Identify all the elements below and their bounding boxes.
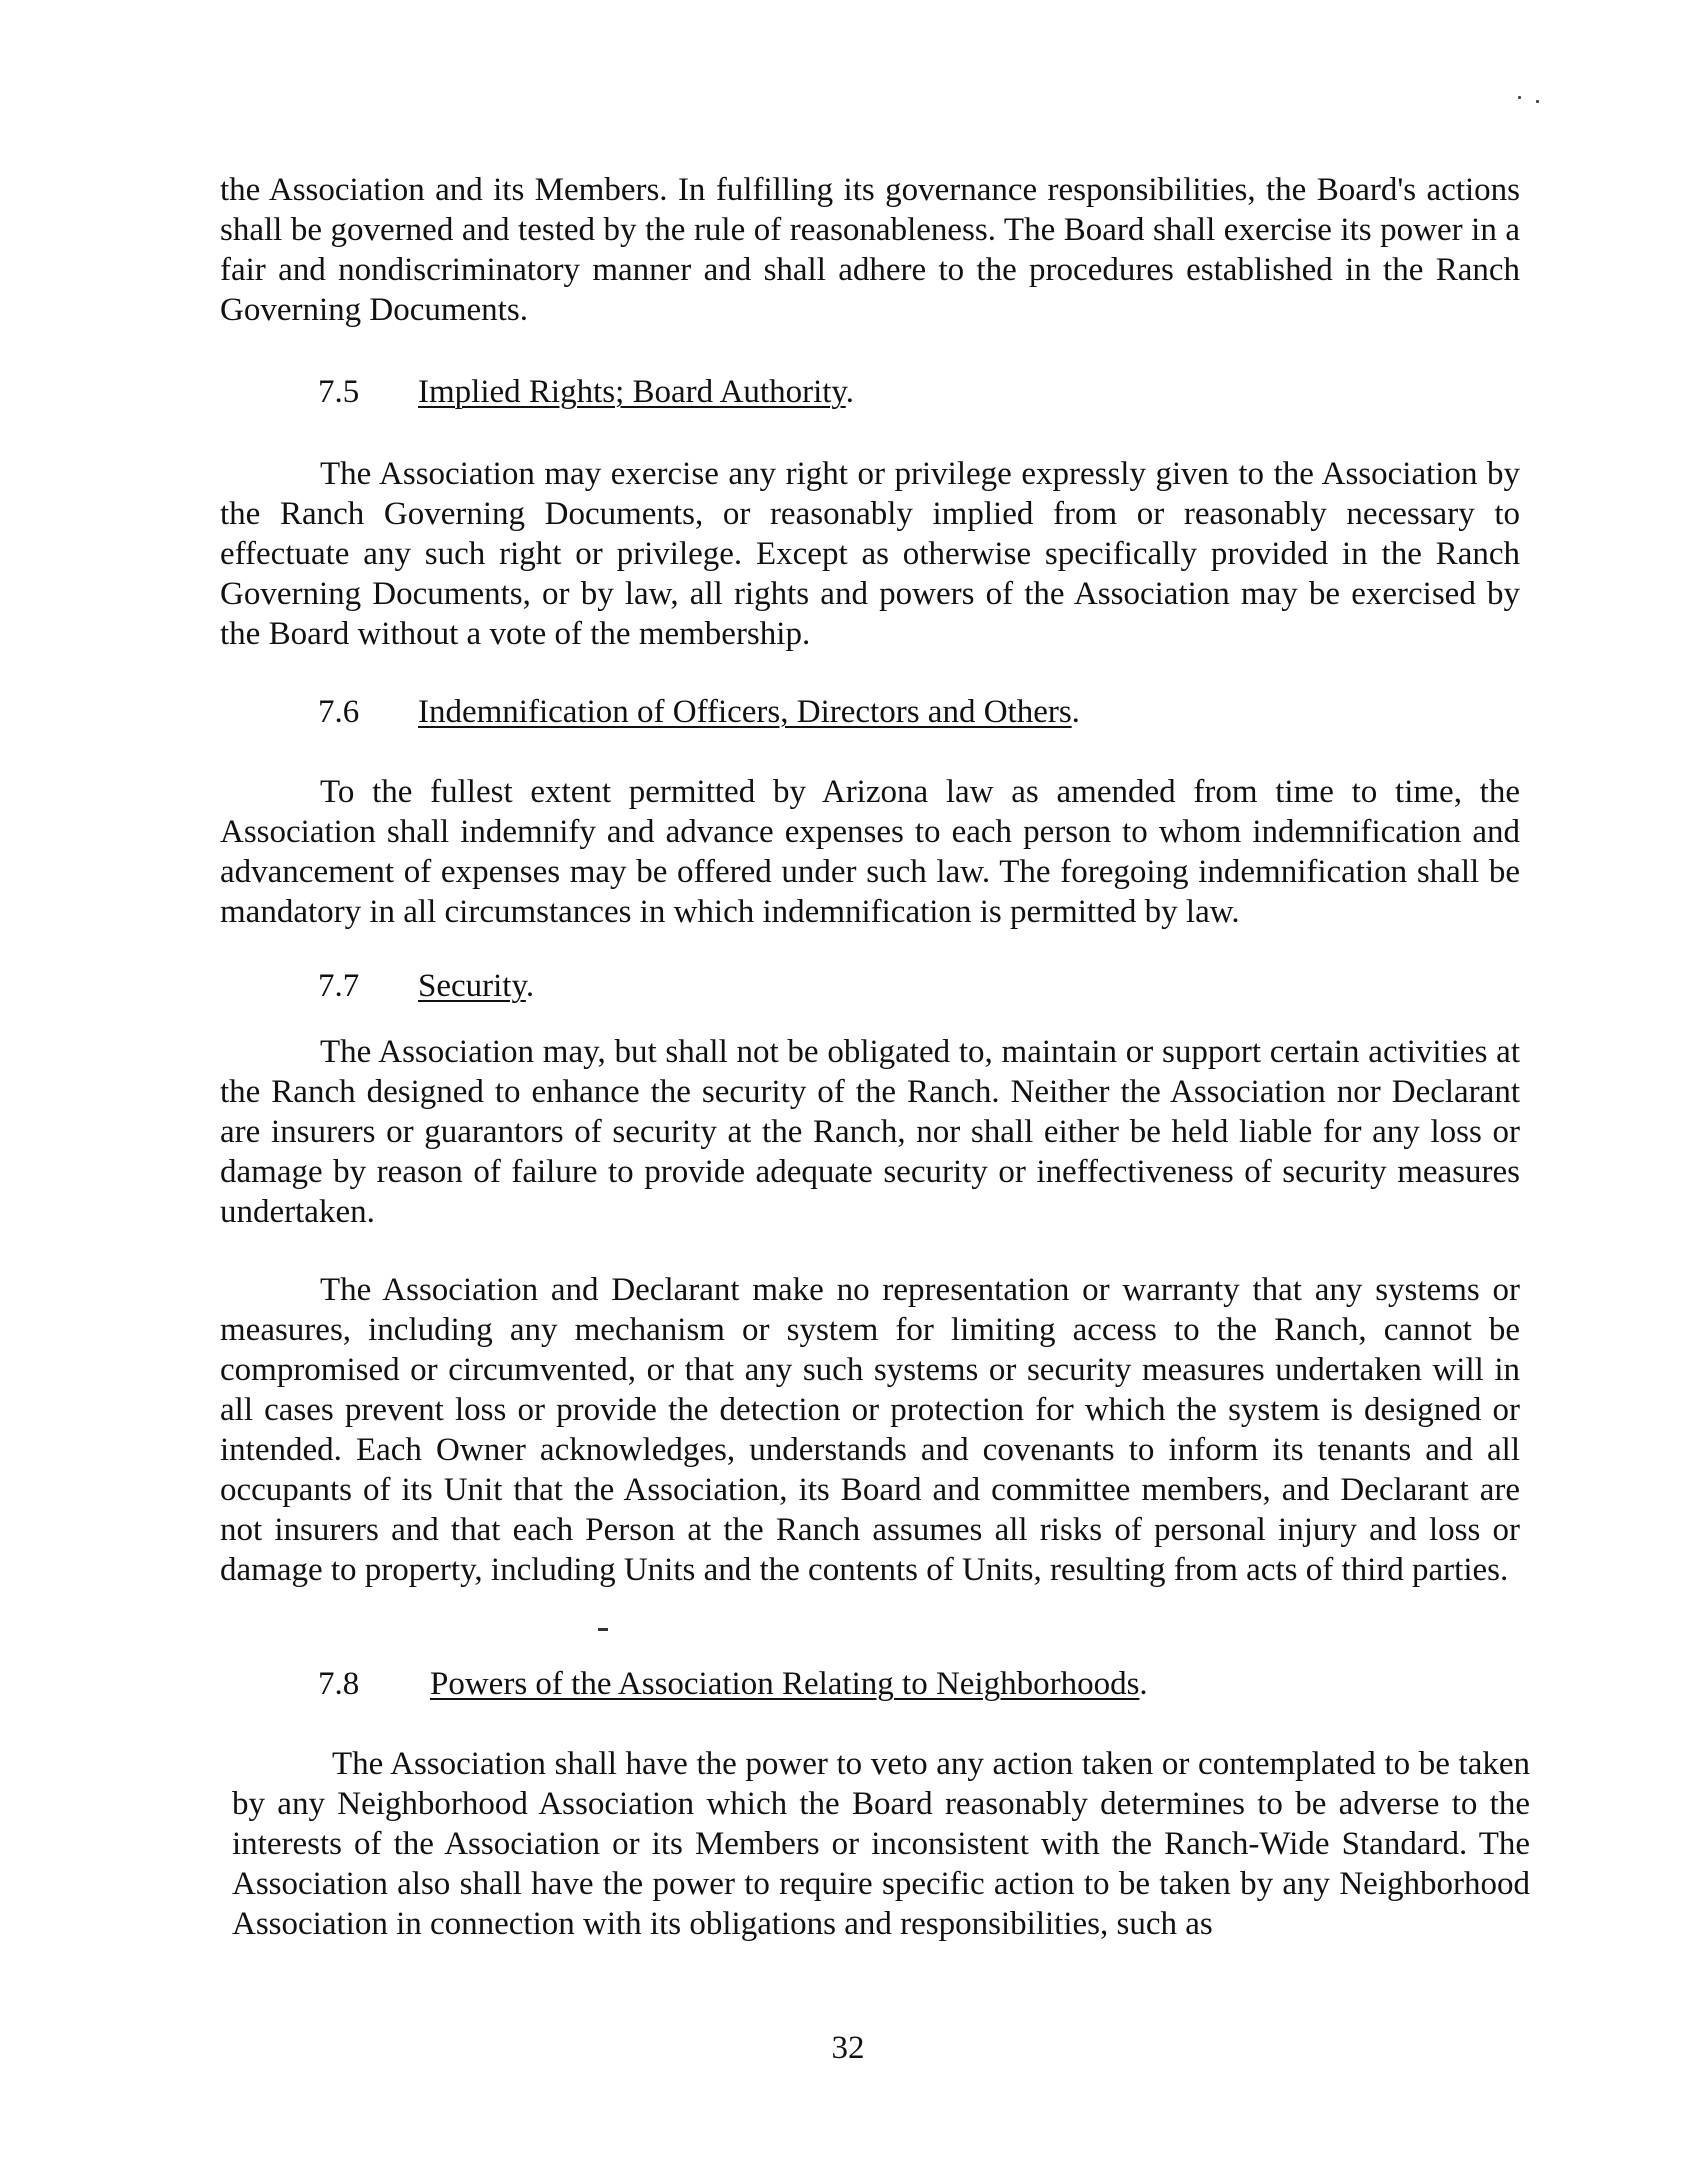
scan-speck — [1518, 96, 1521, 99]
section-number: 7.8 — [318, 1666, 360, 1702]
section-title: Powers of the Association Relating to Neighborhoods — [430, 1666, 1140, 1702]
section-title: Security — [418, 968, 526, 1004]
section-title-punct: . — [1071, 694, 1080, 730]
section-number: 7.5 — [318, 374, 360, 410]
section-title: Indemnification of Officers, Directors and Others — [418, 694, 1072, 730]
section-heading-7-7 — [318, 966, 534, 1006]
scan-speck — [1536, 100, 1539, 103]
section-title-punct: . — [1139, 1666, 1148, 1702]
paragraph-indemnification: To the fullest extent permitted by Arizona law as amended from time to time, the Association shall indemnify and advance expenses to each person to whom indemnification and advancement of expenses may be offered under such law. The foregoing indemnification shall be mandatory in all circumstances in which indemnification is permitted by law. — [220, 774, 1520, 930]
paragraph-board-governance: the Association and its Members. In fulfilling its governance responsibilities, the Board's actions shall be governed and tested by the rule of reasonableness. The Board shall exercise its power in a fair and nondiscriminatory manner and shall adhere to the procedures established in the Ranch Governing Documents. — [220, 172, 1520, 328]
scan-mark — [598, 1628, 608, 1631]
section-title-punct: . — [525, 968, 535, 1004]
page-number: 32 — [831, 2030, 865, 2066]
section-heading-7-5 — [318, 372, 854, 412]
paragraph-no-warranty: The Association and Declarant make no representation or warranty that any systems or measures, including any mechanism or system for limiting access to the Ranch, cannot be compromised or circumvented, or that any such systems or security measures undertaken will in all cases prevent loss or provide the detection or protection for which the system is designed or intended. Each Owner acknowledges, understands and covenants to inform its tenants and all occupants of its Unit that the Association, its Board and committee members, and Declarant are not insurers and that each Person at the Ranch assumes all risks of personal injury and loss or damage to property, including Units and the contents of Units, resulting from acts of third parties. — [220, 1272, 1520, 1588]
paragraph-security: The Association may, but shall not be obligated to, maintain or support certain activities at the Ranch designed to enhance the security of the Ranch. Neither the Association nor Declarant are insurers or guarantors of security at the Ranch, nor shall either be held liable for any loss or damage by reason of failure to provide adequate security or ineffectiveness of security measures undertaken. — [220, 1034, 1520, 1230]
section-number: 7.7 — [318, 968, 360, 1004]
paragraph-implied-rights: The Association may exercise any right or privilege expressly given to the Association by the Ranch Governing Documents, or reasonably implied from or reasonably necessary to effectuate any such right or privilege. Except as otherwise specifically provided in the Ranch Governing Documents, or by law, all rights and powers of the Association may be exercised by the Board without a vote of the membership. — [220, 456, 1520, 652]
section-number: 7.6 — [318, 694, 360, 730]
paragraph-neighborhood-powers: The Association shall have the power to veto any action taken or contemplated to be taken by any Neighborhood Association which the Board reasonably determines to be adverse to the interests of the Association or its Members or inconsistent with the Ranch-Wide Standard. The Association also shall have the power to require specific action to be taken by any Neighborhood Association in connection with its obligations and responsibilities, such as — [232, 1746, 1530, 1942]
section-title: Implied Rights; Board Authority — [418, 374, 846, 410]
section-title-punct: . — [845, 374, 855, 410]
section-heading-7-6 — [318, 692, 1080, 732]
section-heading-7-8 — [318, 1664, 1148, 1704]
